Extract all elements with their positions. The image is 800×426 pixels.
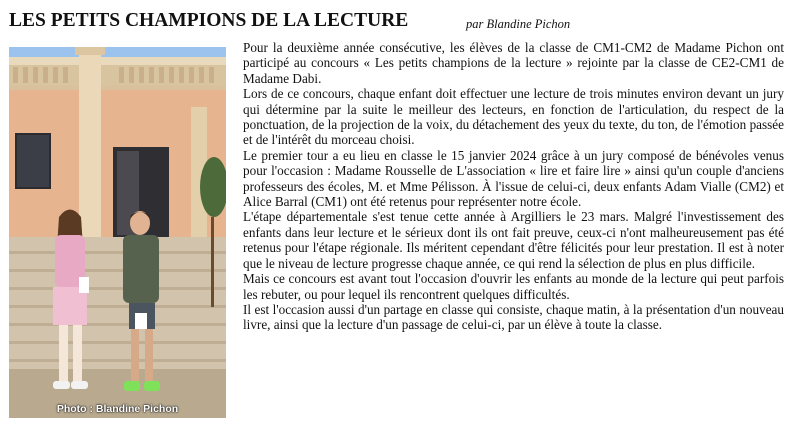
paragraph: L'étape départementale s'est tenue cette année à Argilliers le 23 mars. Malgré l'investissement des enfants dans leur lecture et le sérieux dont ils ont fait preuve, ceux-ci n'ont malheureusement pas été retenus pour l'étape régionale. Ils méritent cependant d'être félicités pour leur prestation. Il est à noter que le niveau de lecture progresse chaque année, ce qui rend la sélection de plus en plus difficile. [243,209,784,271]
paragraph: Pour la deuxième année consécutive, les élèves de la classe de CM1-CM2 de Madame Pichon ont participé au concours « Les petits champions de la lecture » rejointe par la classe de CE2-CM1 de Madame Dabi. [243,40,784,86]
column-left [79,47,101,237]
paragraph: Il est l'occasion aussi d'un partage en classe qui consiste, chaque matin, à la présentation d'un nouveau livre, ainsi que la lecture d'un passage de celui-ci, par un élève à toute la classe. [243,301,784,333]
paragraph: Mais ce concours est avant tout l'occasion d'ouvrir les enfants au monde de la lecture qui peut parfois les rebuter, ou pour lequel ils rencontrent quelques difficultés. [243,271,784,302]
railing [211,217,214,307]
balustrade-top [9,57,226,65]
paragraph: Lors de ce concours, chaque enfant doit effectuer une lecture de trois minutes environ devant un jury qui détermine par la suite le meilleur des lecteurs, en fonction de l'articulation, du respect de la ponctuation, de la projection de la voix, du détachement des yeux du texte, du ton, de l'émotion passée et de l'intérêt du morceau choisi. [243,86,784,148]
photo-illustration [9,47,226,418]
author-byline: par Blandine Pichon [466,17,571,31]
photo-caption: Photo : Blandine Pichon [56,403,179,415]
article-photo [9,47,226,418]
article-body [243,40,784,333]
cornice [9,85,226,90]
article-title: LES PETITS CHAMPIONS DE LA LECTURE [9,10,409,31]
paragraph: Le premier tour a eu lieu en classe le 15 janvier 2024 grâce à un jury composé de bénévoles venus pour l'occasion : Madame Rousselle de L'association « lire et faire lire » ainsi qu'un couple d'anciens professeurs des écoles, M. et Mme Pélisson. À l'issue de celui-ci, deux enfants Adam Vialle (CM2) et Alice Barral (CM1) ont été retenus pour représenter notre école. [243,147,784,210]
